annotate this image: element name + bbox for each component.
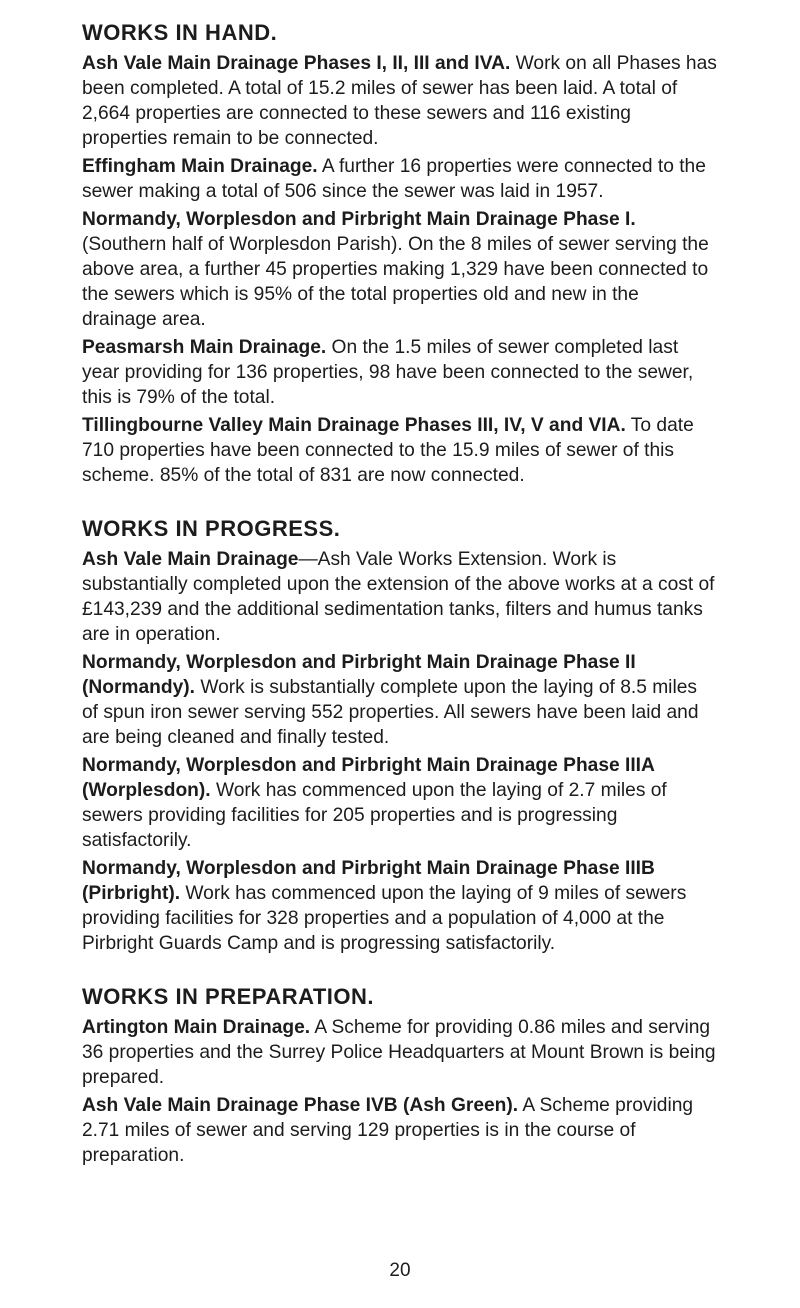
entry-artington (82, 1015, 718, 1090)
entry-tillingbourne (82, 413, 718, 488)
entry-title: Ash Vale Main Drainage Phase IVB (Ash Green). (82, 1095, 519, 1116)
page-number: 20 (389, 1260, 411, 1281)
section-works-in-progress (82, 514, 718, 956)
section-works-in-preparation (82, 982, 718, 1168)
entry-body: A further 16 properties were connected to the sewer making a total of 506 since the sewer was laid in 1957. (82, 156, 706, 202)
section-heading: WORKS IN PREPARATION. (82, 984, 375, 1009)
entry-body: Work has commenced upon the laying of 2.7 miles of sewers providing facilities for 205 properties and is progressing satisfactorily. (82, 780, 667, 851)
entry-normandy-phase-3b (82, 856, 718, 956)
entry-title: Normandy, Worplesdon and Pirbright Main Drainage Phase II (Normandy). (82, 652, 636, 698)
entry-body: A Scheme providing 2.71 miles of sewer and serving 129 properties is in the course of preparation. (82, 1095, 694, 1166)
entry-title: Normandy, Worplesdon and Pirbright Main Drainage Phase IIIA (Worplesdon). (82, 755, 655, 801)
page-content (82, 18, 718, 1171)
entry-title: Ash Vale Main Drainage (82, 549, 299, 570)
entry-body: (Southern half of Worplesdon Parish). On the 8 miles of sewer serving the above area, a further 45 properties making 1,329 have been connected to the sewers which is 95% of the total properties old and new in the drainage area. (82, 234, 709, 330)
entry-title: Normandy, Worplesdon and Pirbright Main Drainage Phase IIIB (Pirbright). (82, 858, 655, 904)
entry-body: —Ash Vale Works Extension. Work is substantially completed upon the extension of the above works at a cost of £143,239 and the additional sedimentation tanks, filters and humus tanks are in operation. (82, 549, 715, 645)
entry-ash-vale-phases (82, 51, 718, 151)
section-works-in-hand (82, 18, 718, 488)
entry-body: Work has commenced upon the laying of 9 miles of sewers providing facilities for 328 properties and a population of 4,000 at the Pirbright Guards Camp and is progressing satisfactorily. (82, 883, 687, 954)
entry-title: Ash Vale Main Drainage Phases I, II, III and IVA. (82, 53, 511, 74)
entry-title: Peasmarsh Main Drainage. (82, 337, 327, 358)
entry-body: To date 710 properties have been connected to the 15.9 miles of sewer of this scheme. 85% of the total of 831 are now connected. (82, 415, 694, 486)
entry-body: A Scheme for providing 0.86 miles and serving 36 properties and the Surrey Police Headquarters at Mount Brown is being prepared. (82, 1017, 716, 1088)
entry-normandy-phase-2 (82, 650, 718, 750)
entry-body: On the 1.5 miles of sewer completed last year providing for 136 properties, 98 have been connected to the sewer, this is 79% of the total. (82, 337, 694, 408)
entry-title: Effingham Main Drainage. (82, 156, 318, 177)
section-heading: WORKS IN HAND. (82, 20, 278, 45)
entry-normandy-phase-3a (82, 753, 718, 853)
entry-effingham (82, 154, 718, 204)
entry-peasmarsh (82, 335, 718, 410)
entry-body: Work on all Phases has been completed. A total of 15.2 miles of sewer has been laid. A total of 2,664 properties are connected to these sewers and 116 existing properties remain to be connected. (82, 53, 717, 149)
entry-title: Normandy, Worplesdon and Pirbright Main Drainage Phase I. (82, 209, 636, 230)
entry-normandy-phase-1 (82, 207, 718, 332)
entry-ash-vale-extension (82, 547, 718, 647)
entry-title: Tillingbourne Valley Main Drainage Phases III, IV, V and VIA. (82, 415, 626, 436)
entry-title: Artington Main Drainage. (82, 1017, 311, 1038)
entry-body: Work is substantially complete upon the laying of 8.5 miles of spun iron sewer serving 552 properties. All sewers have been laid and are being cleaned and finally tested. (82, 677, 699, 748)
entry-ash-vale-phase-4b (82, 1093, 718, 1168)
section-heading: WORKS IN PROGRESS. (82, 516, 341, 541)
